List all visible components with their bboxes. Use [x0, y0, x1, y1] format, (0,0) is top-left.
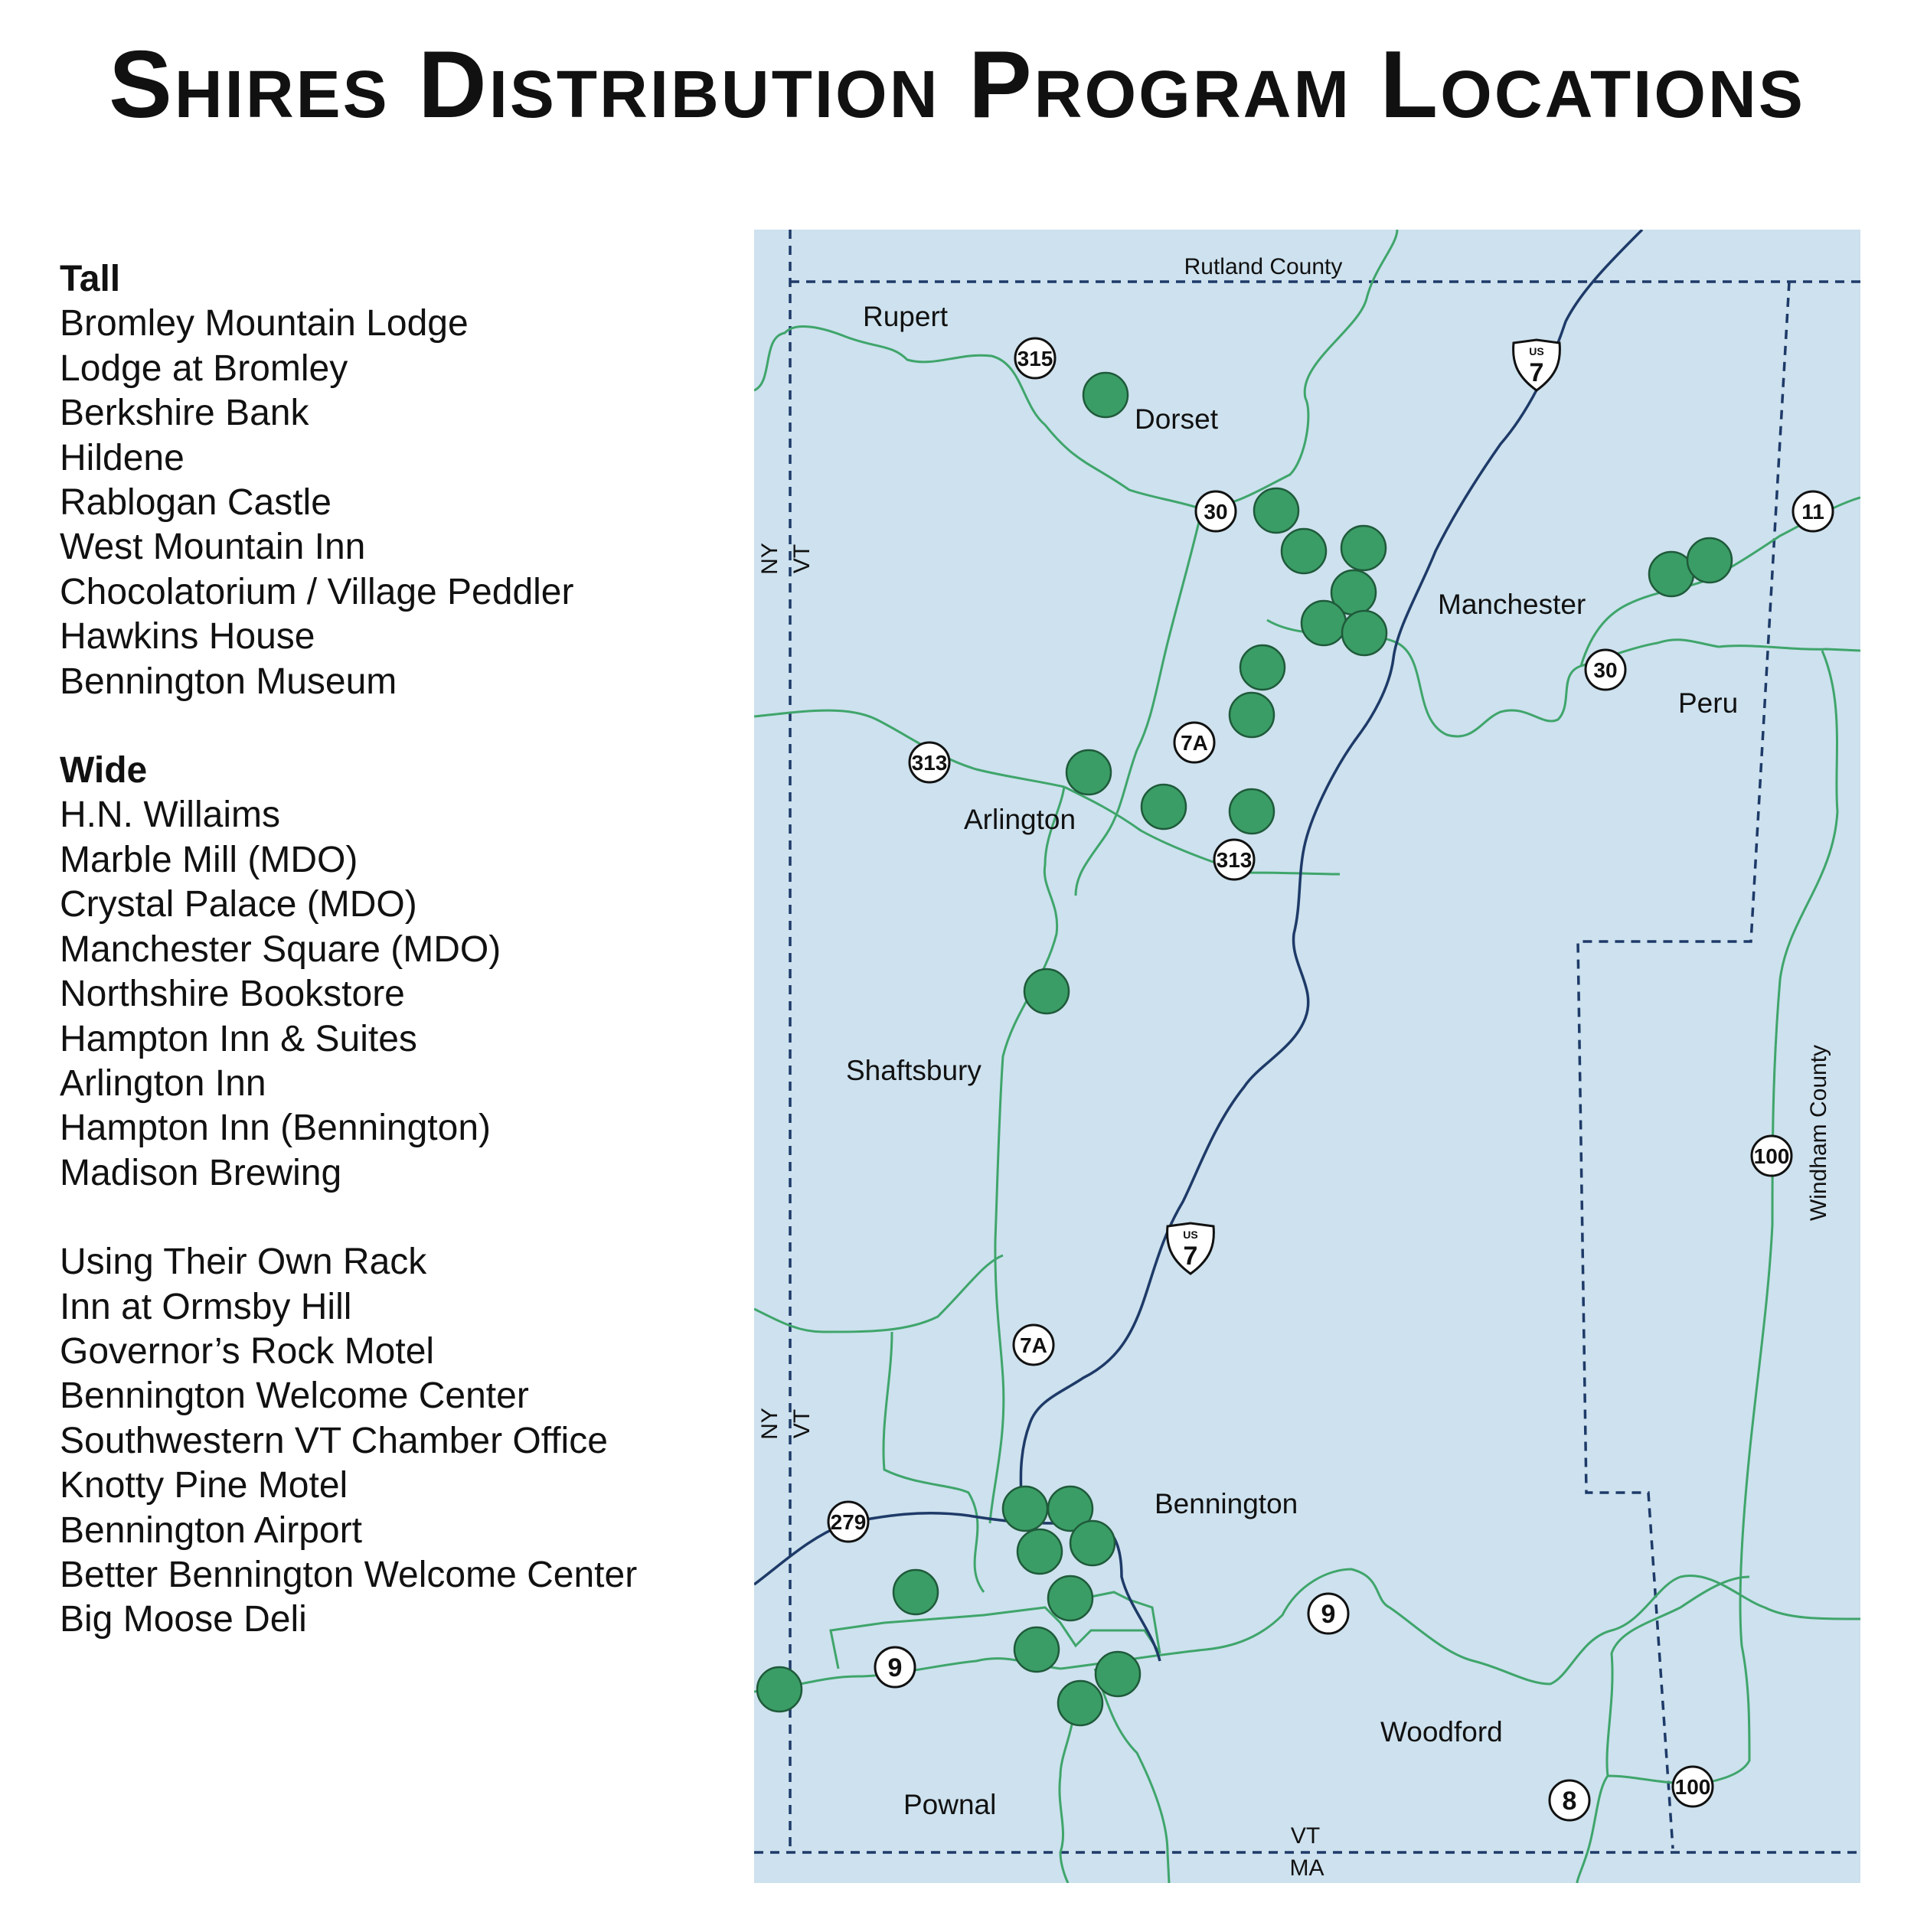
legend-item: Hampton Inn (Bennington)	[60, 1108, 492, 1149]
route-313-east-shield	[1214, 840, 1254, 880]
legend-item: Bennington Welcome Center	[60, 1376, 529, 1417]
region-map	[754, 230, 1860, 1883]
legend-heading: Tall	[60, 259, 121, 299]
location-marker[interactable]	[1302, 601, 1346, 645]
route-279-shield	[828, 1502, 868, 1542]
location-legend	[60, 257, 733, 1687]
legend-item: West Mountain Inn	[60, 527, 366, 568]
location-marker[interactable]	[1066, 750, 1111, 795]
route-313-west-shield	[910, 742, 949, 782]
vt-label-border: VT	[1290, 1823, 1321, 1849]
windham-county-label: Windham County	[1806, 1044, 1831, 1222]
legend-group-own-rack	[60, 1240, 733, 1643]
location-marker[interactable]	[1342, 611, 1387, 655]
legend-item: Bromley Mountain Lodge	[60, 303, 469, 344]
location-marker[interactable]	[1254, 488, 1298, 533]
location-marker[interactable]	[1240, 645, 1285, 690]
page-title: Shires Distribution Program Locations	[109, 32, 1805, 138]
route-9-west-shield	[875, 1647, 915, 1687]
vt-label-north: VT	[789, 543, 815, 574]
route-7a-number: 7A	[1181, 731, 1208, 755]
route-30-north-shield	[1196, 491, 1236, 531]
legend-item: Bennington Airport	[60, 1509, 362, 1551]
location-marker[interactable]	[1230, 789, 1274, 834]
legend-item: Rablogan Castle	[60, 482, 332, 524]
route-30-number: 30	[1204, 500, 1228, 524]
legend-item: Using Their Own Rack	[60, 1242, 427, 1283]
route-7a-south-shield	[1014, 1325, 1053, 1365]
legend-heading: Wide	[60, 750, 148, 791]
legend-group-tall	[60, 257, 733, 704]
legend-item: H.N. Willaims	[60, 795, 280, 836]
location-marker[interactable]	[1014, 1627, 1059, 1672]
shaftsbury-label: Shaftsbury	[846, 1055, 981, 1086]
legend-item: Better Bennington Welcome Center	[60, 1554, 638, 1595]
location-marker[interactable]	[1003, 1487, 1047, 1531]
legend-item: Manchester Square (MDO)	[60, 928, 501, 970]
vt-label-south: VT	[789, 1408, 815, 1439]
legend-item: Southwestern VT Chamber Office	[60, 1420, 608, 1461]
legend-item: Chocolatorium / Village Peddler	[60, 571, 574, 612]
location-marker[interactable]	[1096, 1652, 1140, 1696]
peru-label: Peru	[1678, 687, 1739, 719]
ny-label-north: NY	[757, 543, 782, 575]
legend-item: Madison Brewing	[60, 1152, 342, 1193]
legend-item: Governor’s Rock Motel	[60, 1330, 435, 1372]
us-label: US	[1529, 345, 1544, 357]
route-9-number: 9	[1321, 1600, 1336, 1629]
route-8-number: 8	[1562, 1787, 1577, 1816]
route-7a-north-shield	[1174, 723, 1214, 762]
location-marker[interactable]	[757, 1667, 802, 1712]
arlington-label: Arlington	[964, 804, 1076, 835]
location-marker[interactable]	[1048, 1576, 1093, 1620]
legend-item: Big Moose Deli	[60, 1599, 307, 1640]
bennington-label: Bennington	[1155, 1488, 1298, 1519]
pownal-label: Pownal	[903, 1789, 997, 1820]
route-30-number: 30	[1593, 658, 1618, 682]
dorset-label: Dorset	[1135, 403, 1218, 435]
rupert-label: Rupert	[863, 301, 949, 332]
legend-group-wide	[60, 749, 733, 1196]
location-marker[interactable]	[1024, 969, 1069, 1013]
route-9-number: 9	[887, 1653, 903, 1682]
legend-item: Northshire Bookstore	[60, 974, 405, 1015]
us-label: US	[1183, 1229, 1198, 1241]
woodford-label: Woodford	[1380, 1716, 1503, 1748]
legend-item: Knotty Pine Motel	[60, 1465, 348, 1506]
route-7a-number: 7A	[1020, 1333, 1047, 1357]
location-marker[interactable]	[1282, 529, 1326, 573]
route-100-number: 100	[1753, 1144, 1790, 1168]
route-315-number: 315	[1017, 347, 1053, 370]
route-8-shield	[1550, 1780, 1589, 1820]
route-11-shield	[1793, 491, 1833, 531]
legend-item: Bennington Museum	[60, 661, 397, 702]
route-279-number: 279	[830, 1510, 867, 1534]
legend-item: Hawkins House	[60, 616, 315, 658]
route-313-number: 313	[911, 751, 948, 775]
ny-label-south: NY	[757, 1408, 782, 1440]
legend-item: Hildene	[60, 437, 185, 478]
route-315-shield	[1015, 338, 1055, 378]
us-7-number: 7	[1529, 358, 1544, 387]
location-marker[interactable]	[1687, 538, 1732, 583]
legend-item: Berkshire Bank	[60, 393, 309, 434]
route-313-number: 313	[1216, 848, 1253, 872]
location-marker[interactable]	[1070, 1521, 1115, 1565]
route-30-east-shield	[1586, 650, 1625, 690]
rutland-county-label: Rutland County	[1184, 254, 1343, 279]
location-marker[interactable]	[1230, 693, 1274, 737]
location-marker[interactable]	[1142, 785, 1186, 829]
route-100-south-shield	[1673, 1767, 1713, 1806]
location-marker[interactable]	[1058, 1681, 1102, 1725]
route-100-north-shield	[1752, 1136, 1792, 1176]
legend-item: Arlington Inn	[60, 1062, 266, 1104]
location-marker[interactable]	[1341, 526, 1386, 570]
legend-item: Crystal Palace (MDO)	[60, 884, 417, 925]
legend-item: Lodge at Bromley	[60, 348, 348, 389]
route-11-number: 11	[1801, 500, 1824, 524]
legend-item: Inn at Ormsby Hill	[60, 1286, 352, 1327]
location-marker[interactable]	[893, 1570, 938, 1614]
route-100-number: 100	[1674, 1775, 1711, 1799]
us-7-number: 7	[1183, 1242, 1198, 1271]
legend-item: Hampton Inn & Suites	[60, 1018, 417, 1059]
route-9-east-shield	[1308, 1594, 1348, 1633]
location-marker[interactable]	[1083, 373, 1128, 417]
legend-item: Marble Mill (MDO)	[60, 839, 358, 880]
manchester-label: Manchester	[1438, 589, 1586, 620]
ma-label-border: MA	[1289, 1855, 1324, 1881]
location-marker[interactable]	[1017, 1529, 1062, 1574]
